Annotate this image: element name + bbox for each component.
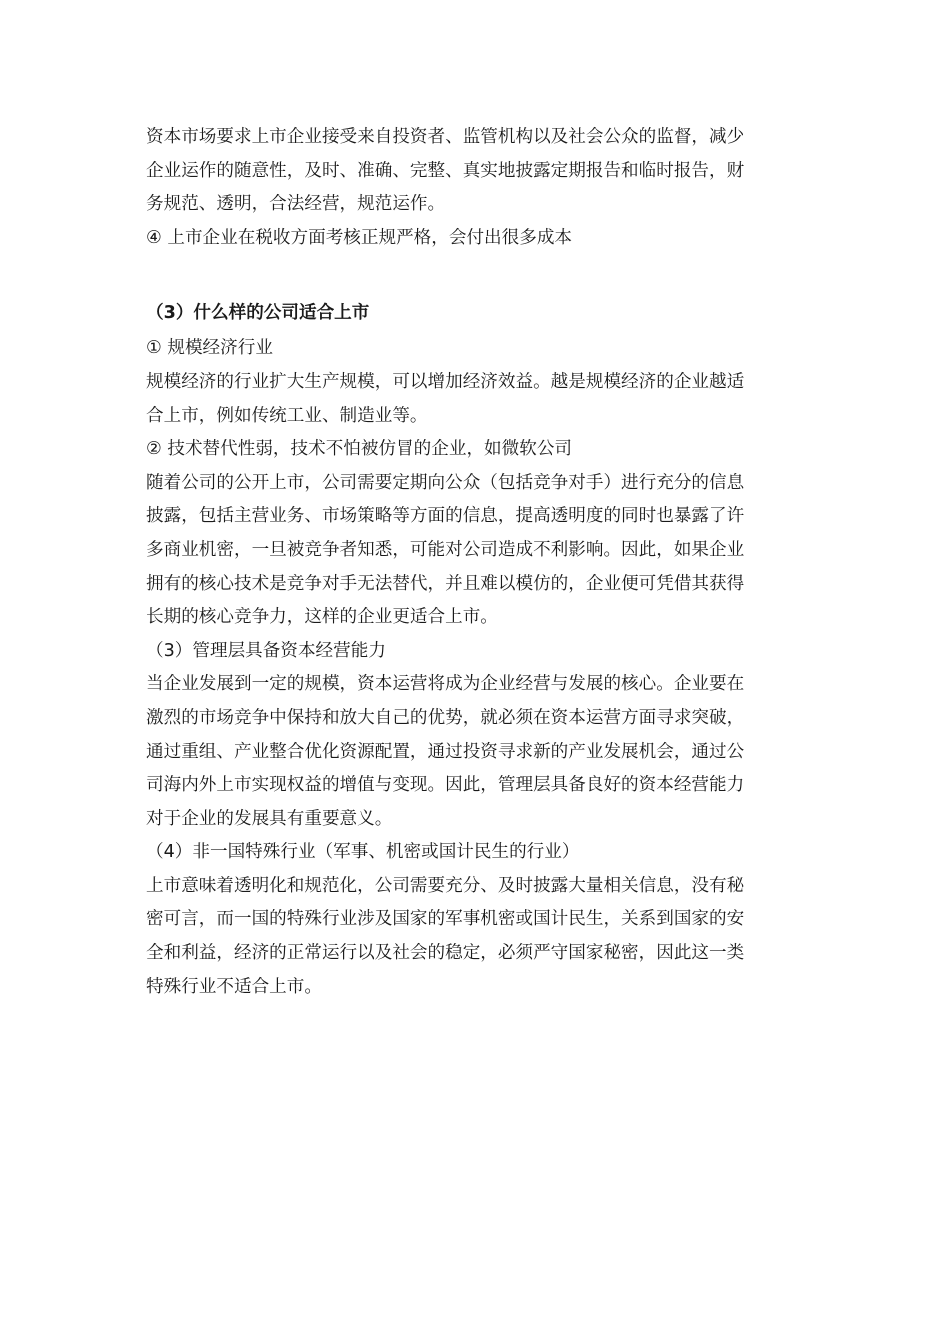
list-item-title-technology: ② 技术替代性弱，技术不怕被仿冒的企业，如微软公司	[146, 439, 573, 460]
text-line: 规模经济的行业扩大生产规模，可以增加经济效益。越是规模经济的企业越适	[146, 371, 745, 392]
spacer	[146, 255, 806, 294]
text-line: 合上市，例如传统工业、制造业等。	[146, 405, 428, 426]
text-line: 披露，包括主营业务、市场策略等方面的信息，提高透明度的同时也暴露了许	[146, 506, 745, 527]
paragraph-management	[146, 668, 806, 836]
text-line: 全和利益，经济的正常运行以及社会的稳定，必须严守国家秘密，因此这一类	[146, 943, 745, 964]
list-item-title-management: （3）管理层具备资本经营能力	[146, 640, 386, 661]
text-line: 对于企业的发展具有重要意义。	[146, 808, 393, 829]
list-item-title-scale-economy: ① 规模经济行业	[146, 338, 273, 359]
document-page	[146, 121, 806, 1004]
paragraph-scale-economy	[146, 366, 806, 433]
text-line: 随着公司的公开上市，公司需要定期向公众（包括竞争对手）进行充分的信息	[146, 472, 745, 493]
text-line: 上市意味着透明化和规范化，公司需要充分、及时披露大量相关信息，没有秘	[146, 875, 745, 896]
text-line: 务规范、透明，合法经营，规范运作。	[146, 194, 446, 215]
section-heading: （3）什么样的公司适合上市	[146, 303, 370, 324]
text-line: 特殊行业不适合上市。	[146, 976, 322, 997]
paragraph-supervision	[146, 121, 806, 222]
text-line: 长期的核心竞争力，这样的企业更适合上市。	[146, 607, 498, 628]
list-item-title-special-industry: （4）非一国特殊行业（军事、机密或国计民生的行业）	[146, 842, 580, 863]
text-line: 激烈的市场竞争中保持和放大自己的优势，就必须在资本运营方面寻求突破，	[146, 707, 745, 728]
text-line: 密可言，而一国的特殊行业涉及国家的军事机密或国计民生，关系到国家的安	[146, 909, 745, 930]
paragraph-technology	[146, 467, 806, 635]
text-line: 企业运作的随意性，及时、准确、完整、真实地披露定期报告和临时报告，财	[146, 160, 745, 181]
text-line: 多商业机密，一旦被竞争者知悉，可能对公司造成不利影响。因此，如果企业	[146, 539, 745, 560]
list-item-tax: ④ 上市企业在税收方面考核正规严格，会付出很多成本	[146, 227, 573, 248]
text-line: 拥有的核心技术是竞争对手无法替代，并且难以模仿的，企业便可凭借其获得	[146, 573, 745, 594]
text-line: 司海内外上市实现权益的增值与变现。因此，管理层具备良好的资本经营能力	[146, 775, 745, 796]
text-line: 当企业发展到一定的规模，资本运营将成为企业经营与发展的核心。企业要在	[146, 674, 745, 695]
text-line: 资本市场要求上市企业接受来自投资者、监管机构以及社会公众的监督，减少	[146, 127, 745, 147]
text-line: 通过重组、产业整合优化资源配置，通过投资寻求新的产业发展机会，通过公	[146, 741, 745, 762]
paragraph-special-industry	[146, 870, 806, 1004]
